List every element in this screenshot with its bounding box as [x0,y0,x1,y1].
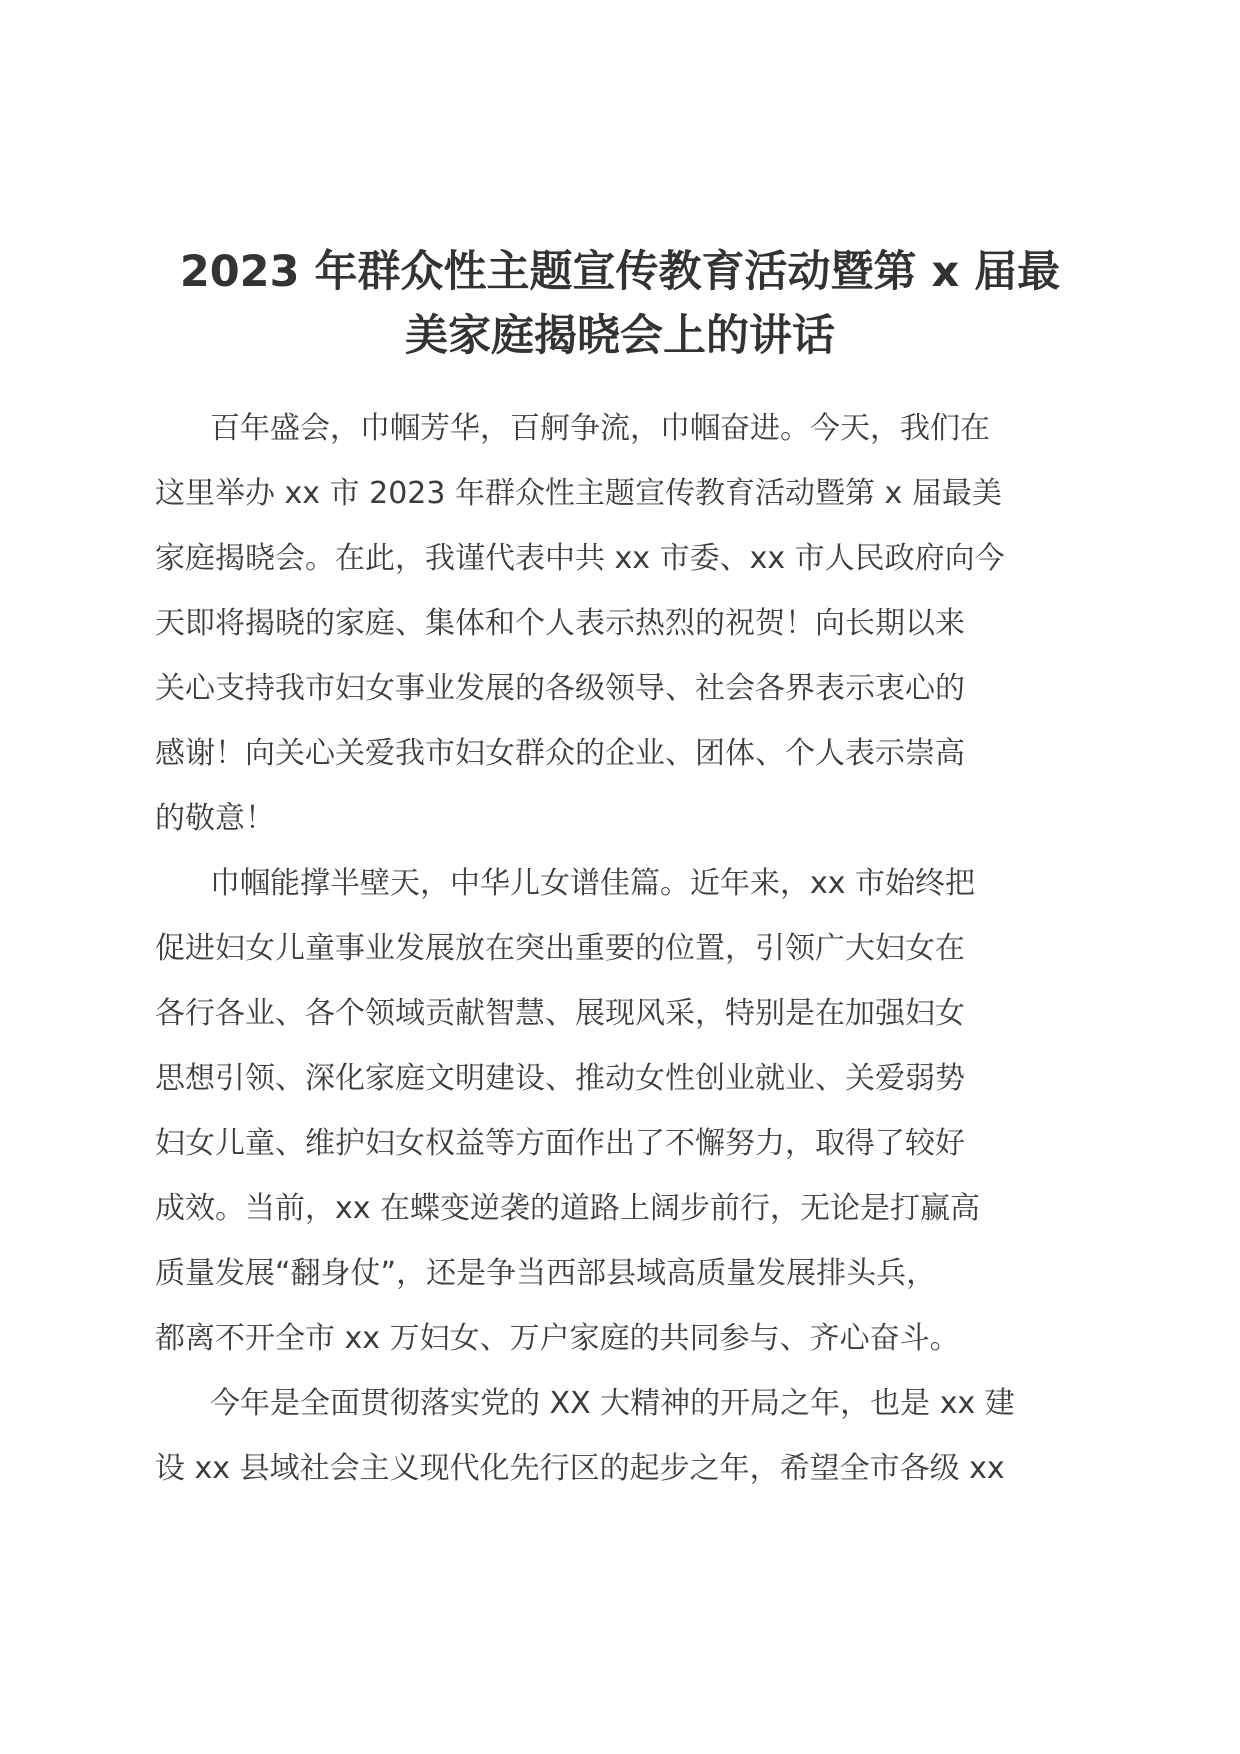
paragraph-1 [155,396,1093,851]
text-line: 设 xx 县域社会主义现代化先行区的起步之年，希望全市各级 xx [155,1451,1005,1486]
text-line: 成效。当前，xx 在蝶变逆袭的道路上阔步前行，无论是打赢高 [155,1191,981,1226]
text-line: 质量发展“翻身仗”，还是争当西部县域高质量发展排头兵， [155,1256,937,1291]
text-line: 各行各业、各个领域贡献智慧、展现风采，特别是在加强妇女 [155,996,965,1031]
text-line: 都离不开全市 xx 万妇女、万户家庭的共同参与、齐心奋斗。 [155,1321,960,1356]
title-line: 2023 年群众性主题宣传教育活动暨第 x 届最 [179,247,1061,297]
text-line: 关心支持我市妇女事业发展的各级领导、社会各界表示衷心的 [155,671,965,706]
paragraph-3 [155,1371,1093,1501]
paragraph-2 [155,851,1093,1371]
text-line: 的敬意！ [155,801,275,836]
text-line: 思想引领、深化家庭文明建设、推动女性创业就业、关爱弱势 [155,1061,965,1096]
document-title [140,240,1100,368]
text-line: 今年是全面贯彻落实党的 XX 大精神的开局之年，也是 xx 建 [210,1386,1015,1421]
text-line: 妇女儿童、维护妇女权益等方面作出了不懈努力，取得了较好 [155,1126,965,1161]
title-line: 美家庭揭晓会上的讲话 [405,311,835,361]
text-line: 巾帼能撑半壁天，中华儿女谱佳篇。近年来，xx 市始终把 [210,866,976,901]
text-line: 这里举办 xx 市 2023 年群众性主题宣传教育活动暨第 x 届最美 [155,476,1002,511]
text-line: 感谢！向关心关爱我市妇女群众的企业、团体、个人表示崇高 [155,736,965,771]
text-line: 促进妇女儿童事业发展放在突出重要的位置，引领广大妇女在 [155,931,965,966]
text-line: 百年盛会，巾帼芳华，百舸争流，巾帼奋进。今天，我们在 [210,411,990,446]
text-line: 家庭揭晓会。在此，我谨代表中共 xx 市委、xx 市人民政府向今 [155,541,1005,576]
document-body [155,396,1093,1501]
text-line: 天即将揭晓的家庭、集体和个人表示热烈的祝贺！向长期以来 [155,606,965,641]
